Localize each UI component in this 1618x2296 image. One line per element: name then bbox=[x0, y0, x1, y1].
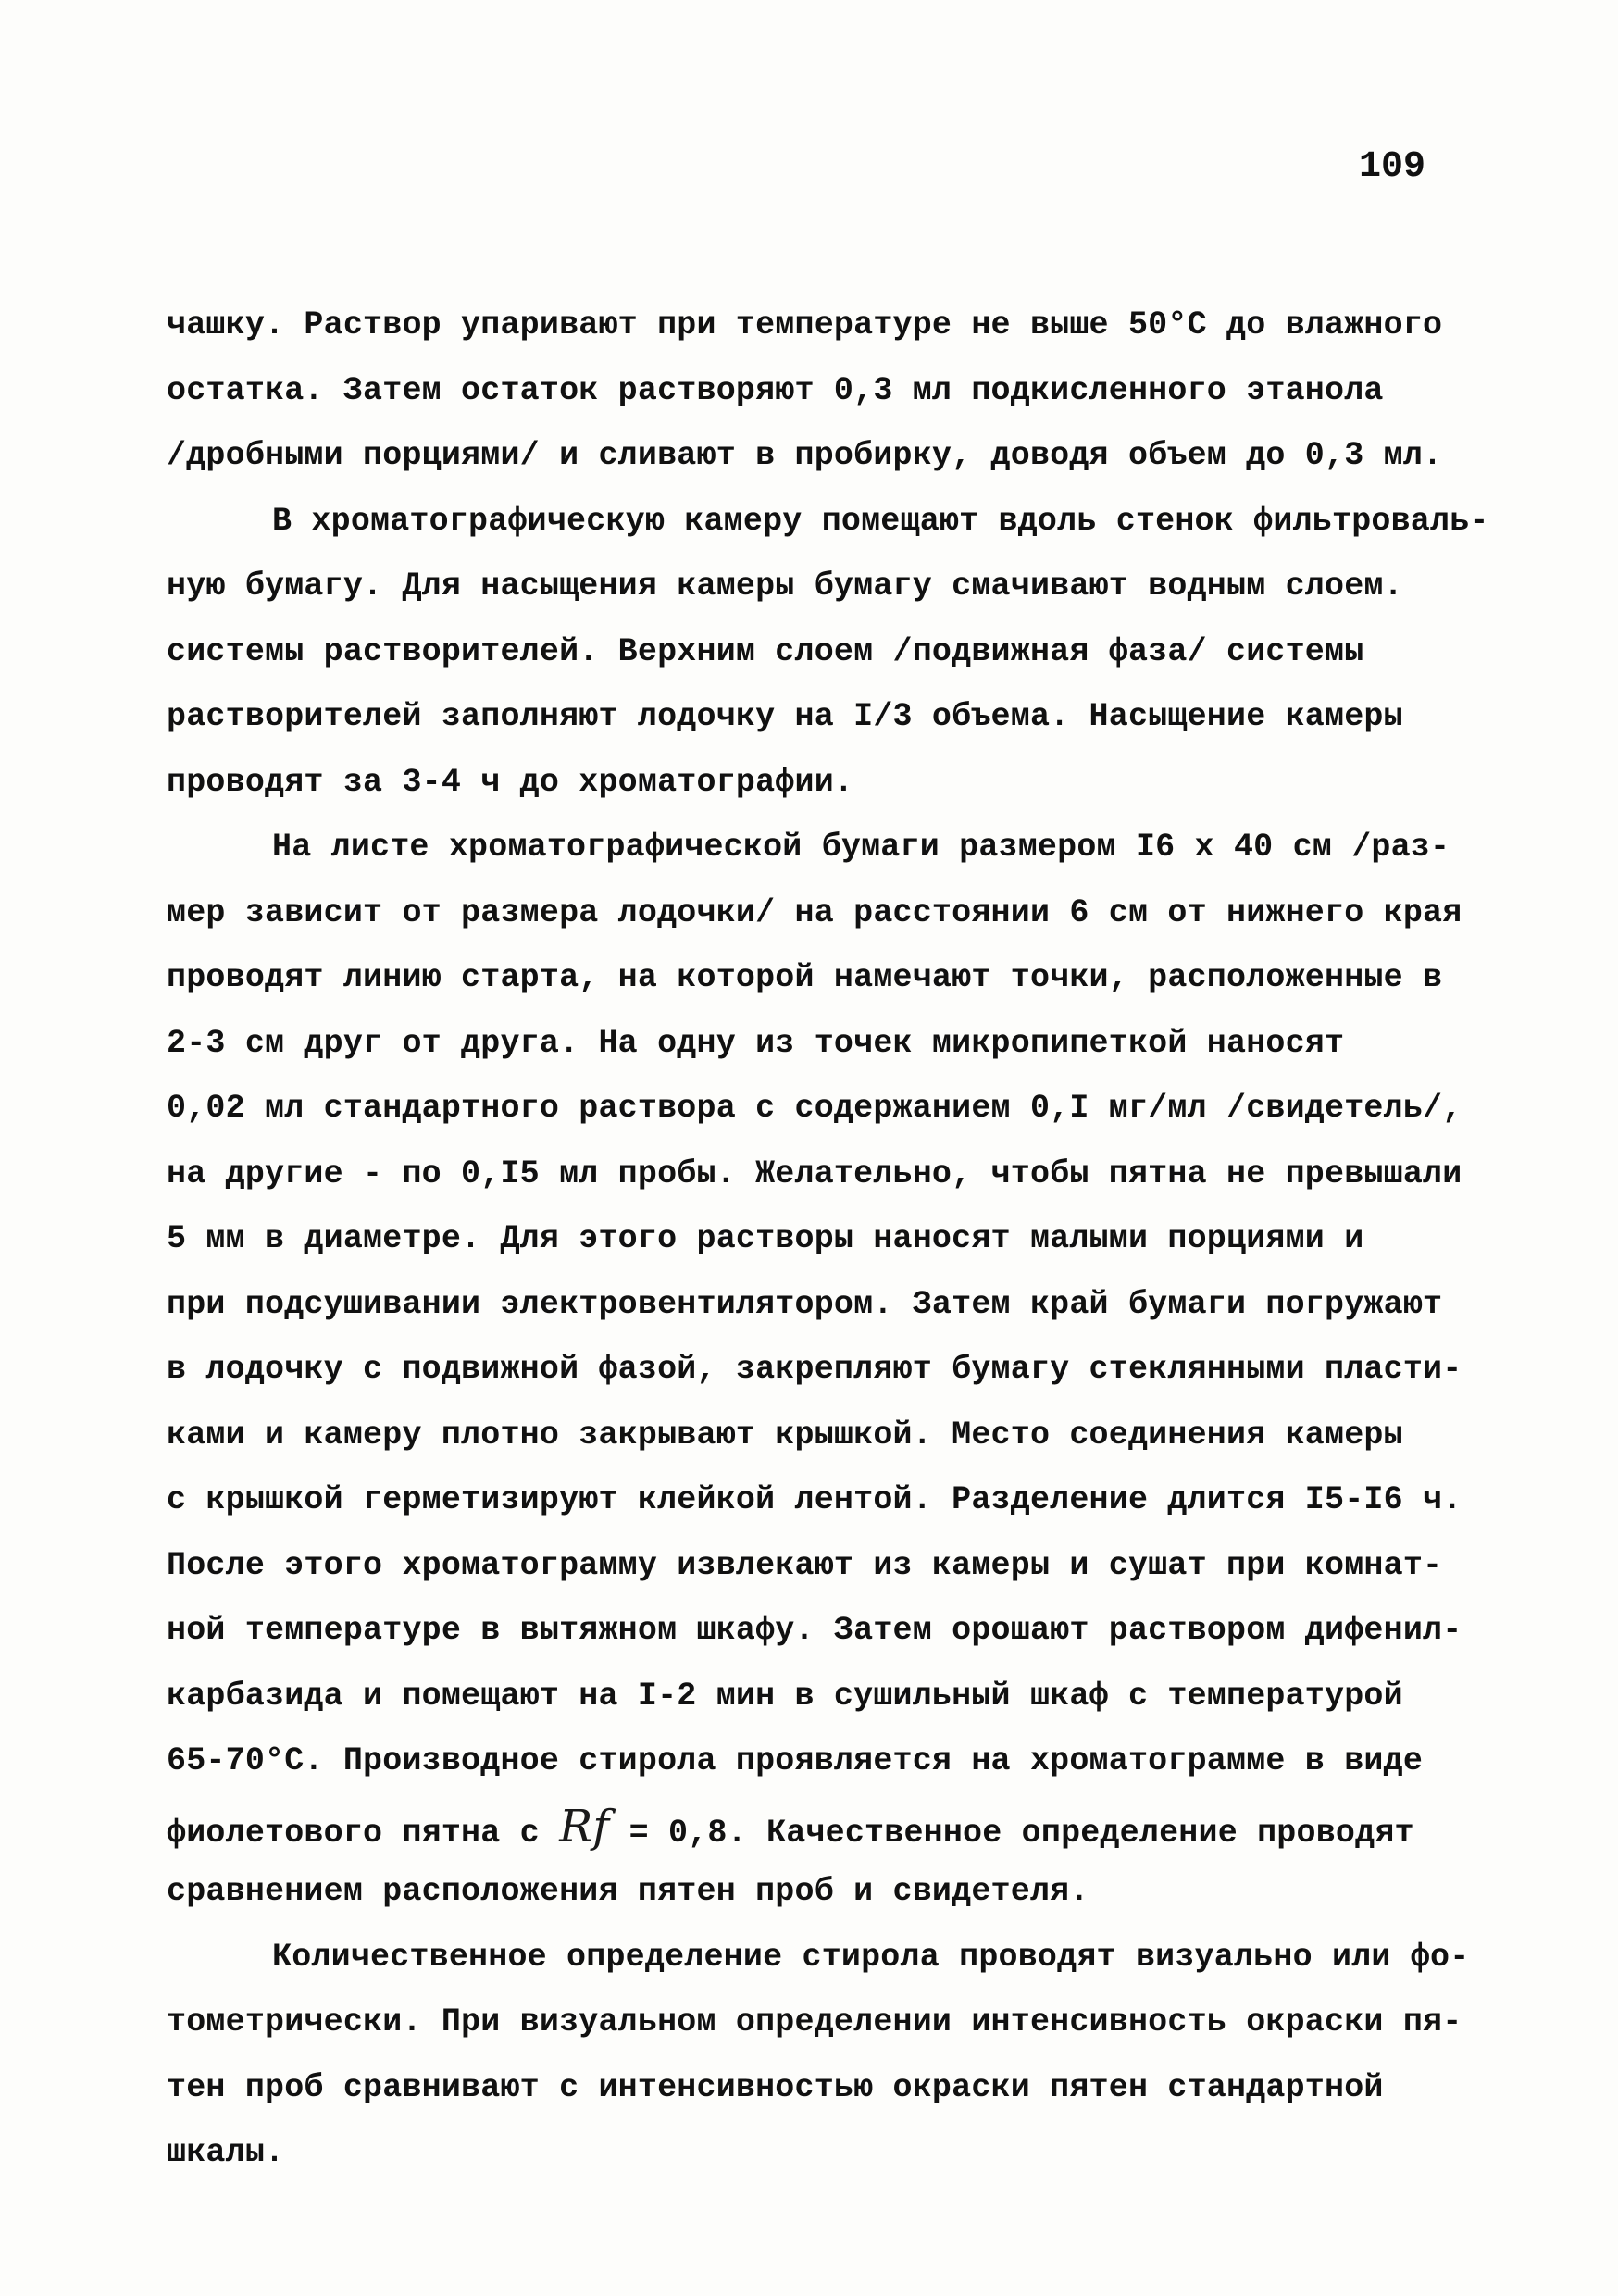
text-line: тен проб сравнивают с интенсивностью окраски пятен стандартной bbox=[167, 2068, 1384, 2106]
text-line: системы растворителей. Верхним слоем /подвижная фаза/ системы bbox=[167, 632, 1364, 670]
text-line: ной температуре в вытяжном шкафу. Затем орошают раствором дифенил- bbox=[167, 1612, 1462, 1649]
text-line: /дробными порциями/ и сливают в пробирку, доводя объем до 0,3 мл. bbox=[167, 437, 1443, 474]
text-line: мер зависит от размера лодочки/ на расстоянии 6 см от нижнего края bbox=[167, 893, 1462, 931]
paragraph-2 bbox=[167, 489, 1489, 816]
text-segment: = 0,8. Качественное определение проводят bbox=[609, 1814, 1414, 1852]
body-text bbox=[167, 293, 1489, 2186]
text-line: 65-70°С. Производное стирола проявляется на хроматограмме в виде bbox=[167, 1742, 1424, 1779]
text-line: ную бумагу. Для насыщения камеры бумагу смачивают водным слоем. bbox=[167, 568, 1403, 605]
paragraph-3 bbox=[167, 815, 1481, 1925]
text-line: Количественное определение стирола проводят визуально или фо- bbox=[272, 1938, 1470, 1976]
text-line: на другие - по 0,I5 мл пробы. Желательно, чтобы пятна не превышали bbox=[167, 1154, 1462, 1192]
handwritten-rf-symbol: Rf bbox=[559, 1800, 610, 1853]
text-line: ками и камеру плотно закрывают крышкой. Место соединения камеры bbox=[167, 1416, 1403, 1454]
text-line: шкалы. bbox=[167, 2134, 285, 2171]
text-segment: фиолетового пятна с bbox=[167, 1814, 560, 1852]
text-line: проводят линию старта, на которой намечают точки, расположенные в bbox=[167, 959, 1443, 996]
text-line: при подсушивании электровентилятором. Затем край бумаги погружают bbox=[167, 1285, 1443, 1323]
paragraph-4 bbox=[167, 1925, 1481, 2186]
text-line: чашку. Раствор упаривают при температуре не выше 50°С до влажного bbox=[167, 306, 1443, 343]
paragraph-1 bbox=[167, 293, 1481, 489]
text-line: 2-3 см друг от друга. На одну из точек микропипеткой наносят bbox=[167, 1024, 1345, 1062]
text-line: На листе хроматографической бумаги размером I6 х 40 см /раз- bbox=[272, 829, 1450, 866]
text-line: 0,02 мл стандартного раствора с содержанием 0,I мг/мл /свидетель/, bbox=[167, 1090, 1462, 1127]
text-line: с крышкой герметизируют клейкой лентой. Разделение длится I5-I6 ч. bbox=[167, 1481, 1462, 1518]
text-line: После этого хроматограмму извлекают из камеры и сушат при комнат- bbox=[167, 1546, 1443, 1584]
text-line: 5 мм в диаметре. Для этого растворы наносят малыми порциями и bbox=[167, 1220, 1364, 1257]
text-line: остатка. Затем остаток растворяют 0,3 мл подкисленного этанола bbox=[167, 371, 1384, 409]
text-line: растворителей заполняют лодочку на I/3 объема. Насыщение камеры bbox=[167, 698, 1403, 735]
text-line: сравнением расположения пятен проб и свидетеля. bbox=[167, 1873, 1089, 1910]
text-line: в лодочку с подвижной фазой, закрепляют бумагу стеклянными пласти- bbox=[167, 1351, 1462, 1388]
rf-text-line bbox=[167, 1794, 1481, 1860]
text-line: В хроматографическую камеру помещают вдоль стенок фильтроваль- bbox=[272, 502, 1489, 540]
text-line: тометрически. При визуальном определении интенсивность окраски пя- bbox=[167, 2003, 1462, 2040]
text-line: карбазида и помещают на I-2 мин в сушильный шкаф с температурой bbox=[167, 1677, 1403, 1715]
text-line: проводят за 3-4 ч до хроматографии. bbox=[167, 763, 854, 801]
page-number: 109 bbox=[1359, 146, 1426, 188]
